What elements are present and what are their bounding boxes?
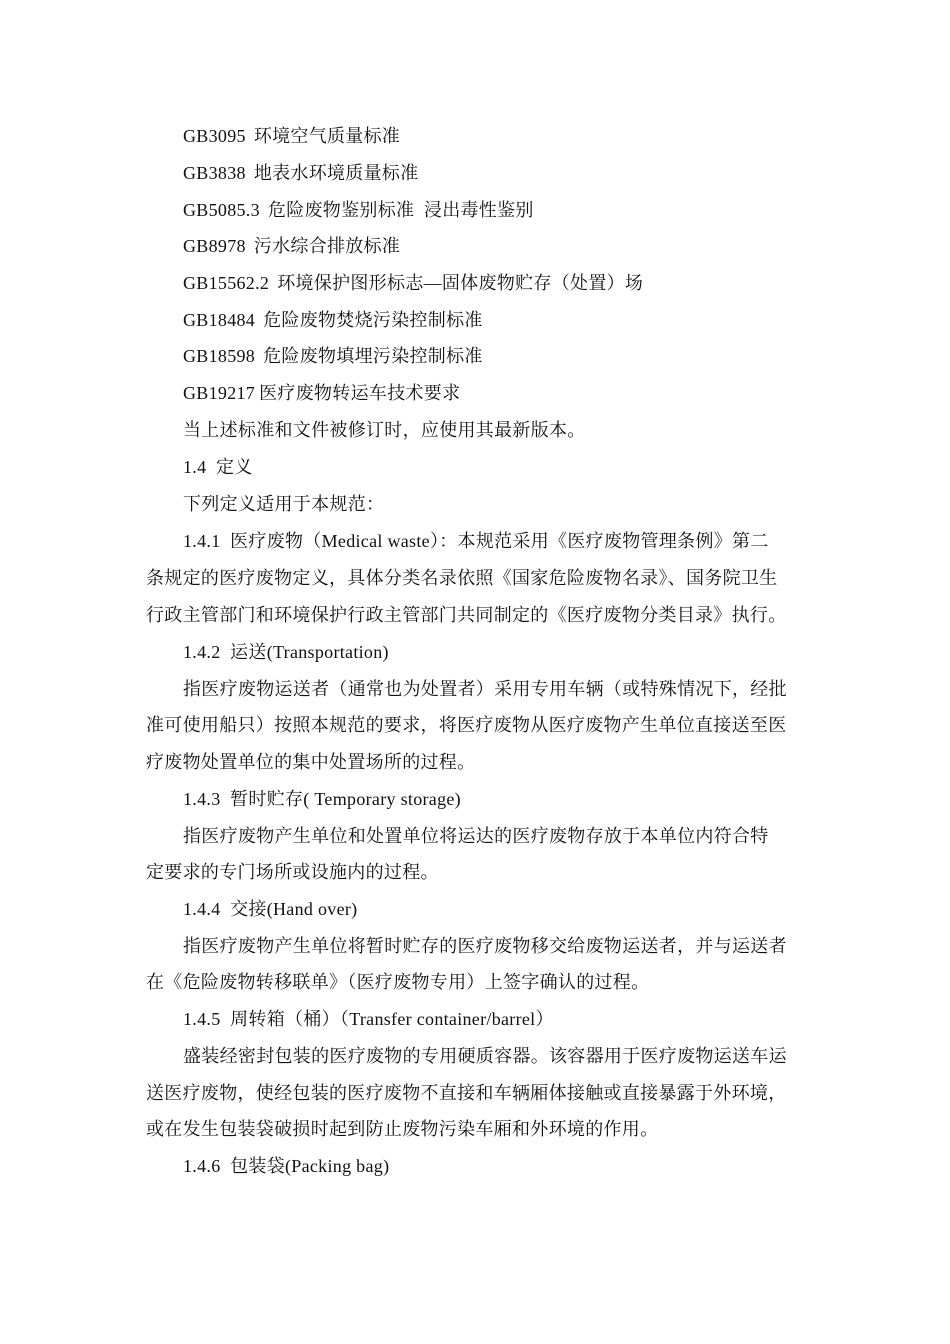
standard-item	[183, 198, 534, 222]
standard-title: 地表水环境质量标准	[253, 163, 419, 183]
definition-text: 指医疗废物产生单位将暂时贮存的医疗废物移交给废物运送者，并与运送者	[183, 936, 787, 956]
section-intro: 下列定义适用于本规范：	[183, 494, 385, 514]
definition-text: 在《危险废物转移联单》（医疗废物专用）上签字确认的过程。	[146, 972, 650, 992]
definition-text: 定要求的专门场所或设施内的过程。	[146, 862, 439, 882]
standard-code: GB3095	[183, 126, 246, 146]
standard-code: GB18598	[183, 346, 256, 366]
definition-text: 指医疗废物产生单位和处置单位将运达的医疗废物存放于本单位内符合特	[183, 826, 769, 846]
standard-title: 危险废物鉴别标准 浸出毒性鉴别	[267, 200, 534, 220]
standard-title: 环境保护图形标志—固体废物贮存（处置）场	[277, 273, 644, 293]
definition-text: 行政主管部门和环境保护行政主管部门共同制定的《医疗废物分类目录》执行。	[146, 605, 787, 625]
definition-heading: 1.4.2 运送(Transportation)	[183, 642, 389, 662]
definition-text: 盛装经密封包装的医疗废物的专用硬质容器。该容器用于医疗废物运送车运	[183, 1046, 787, 1066]
standard-item	[183, 271, 643, 295]
definition-heading: 1.4.3 暂时贮存( Temporary storage)	[183, 789, 461, 809]
definition-text: 疗废物处置单位的集中处置场所的过程。	[146, 752, 476, 772]
standard-item	[183, 161, 419, 185]
definition-heading: 1.4.4 交接(Hand over)	[183, 899, 358, 919]
revision-note: 当上述标准和文件被修订时，应使用其最新版本。	[183, 420, 586, 440]
standard-item	[183, 234, 400, 258]
section-heading: 1.4 定义	[183, 457, 253, 477]
standard-item	[183, 124, 400, 148]
standard-title: 环境空气质量标准	[253, 126, 401, 146]
standard-title: 危险废物填埋污染控制标准	[263, 346, 483, 366]
standard-title: 危险废物焚烧污染控制标准	[263, 310, 483, 330]
standard-title: 医疗废物转运车技术要求	[259, 383, 461, 403]
definition-heading: 1.4.6 包装袋(Packing bag)	[183, 1156, 390, 1176]
standard-item	[183, 308, 483, 332]
standard-code: GB8978	[183, 236, 246, 256]
standard-code: GB15562.2	[183, 273, 270, 293]
definition-text: 或在发生包装袋破损时起到防止废物污染车厢和外环境的作用。	[146, 1119, 659, 1139]
standard-code: GB3838	[183, 163, 246, 183]
standard-code: GB18484	[183, 310, 256, 330]
standard-title: 污水综合排放标准	[253, 236, 401, 256]
definition-text: 指医疗废物运送者（通常也为处置者）采用专用车辆（或特殊情况下，经批	[183, 679, 787, 699]
definition-text: 1.4.1 医疗废物（Medical waste）：本规范采用《医疗废物管理条例》第二	[183, 531, 769, 551]
standard-code: GB5085.3	[183, 200, 260, 220]
definition-heading: 1.4.5 周转箱（桶）（Transfer container/barrel）	[183, 1009, 554, 1029]
standard-item	[183, 344, 483, 368]
definition-text: 送医疗废物，使经包装的医疗废物不直接和车辆厢体接触或直接暴露于外环境，	[146, 1083, 787, 1103]
definition-text: 准可使用船只）按照本规范的要求，将医疗废物从医疗废物产生单位直接送至医	[146, 715, 787, 735]
standard-item	[183, 381, 460, 405]
definition-text: 条规定的医疗废物定义，具体分类名录依照《国家危险废物名录》、国务院卫生	[146, 568, 778, 588]
standard-code: GB19217	[183, 383, 256, 403]
